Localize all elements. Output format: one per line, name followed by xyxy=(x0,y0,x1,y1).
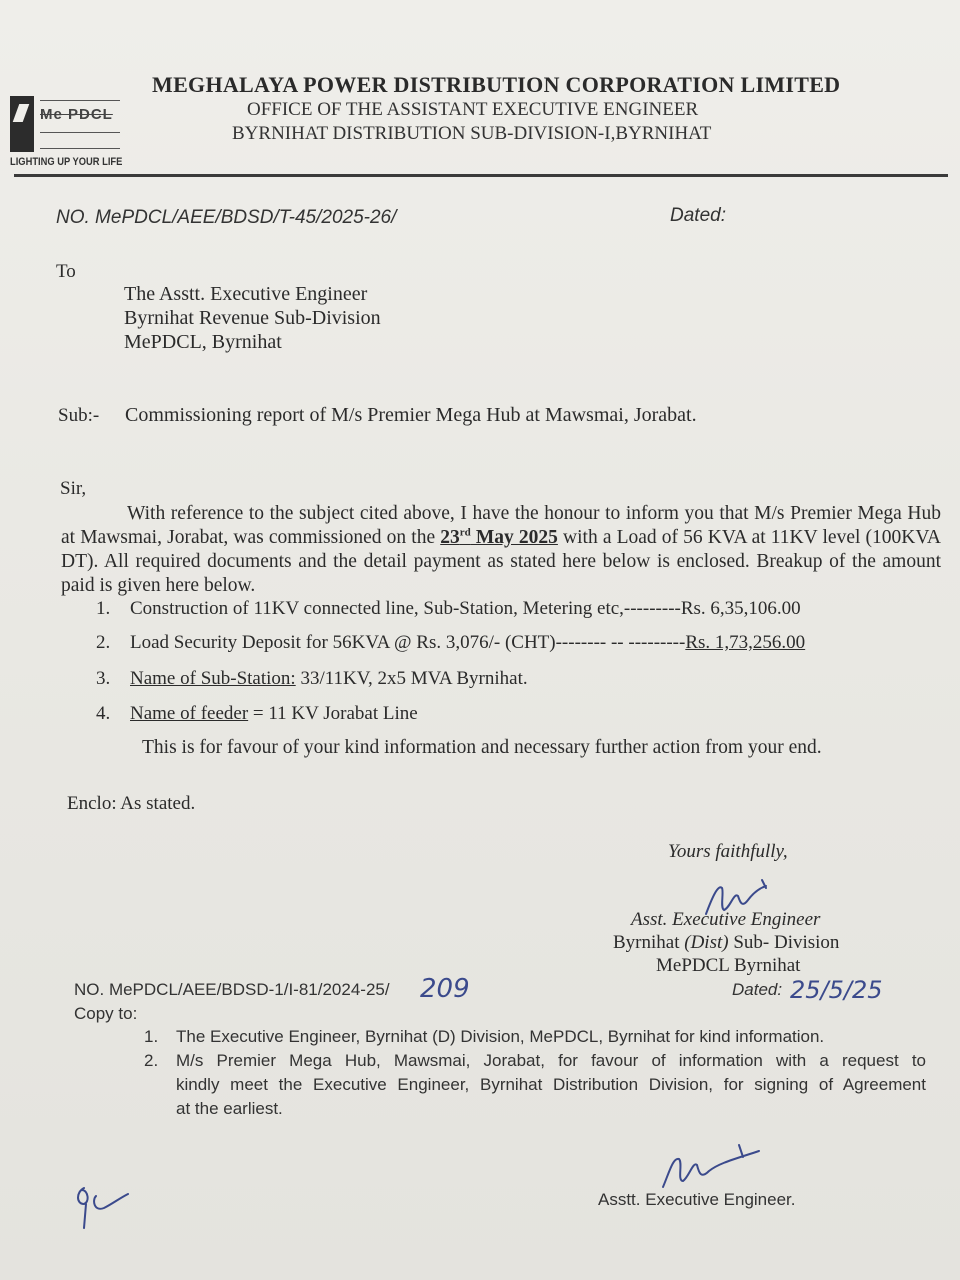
subject-label: Sub:- xyxy=(58,405,100,426)
dated-label: Dated: xyxy=(670,205,726,226)
copy-list-item: 2. xyxy=(144,1051,159,1070)
handwritten-date: 25/5/25 xyxy=(790,976,883,1004)
list-item: 1. Construction of 11KV connected line, Sub-Station, Metering etc,---------Rs. 6,35,106.00 xyxy=(96,598,801,619)
deposit-amount: Rs. 1,73,256.00 xyxy=(685,632,806,653)
copy-dated-label: Dated: xyxy=(732,980,783,999)
handwritten-dispatch-number: 209 xyxy=(420,974,470,1004)
letterhead-divider xyxy=(14,174,948,177)
para-part2: with a Load of 56 KVA at 11KV level (100KVA DT). All required documents and the detail payment as stated here below is enclosed. Breakup of the amount paid is given here below. xyxy=(61,527,941,596)
para-part1: With reference to the subject cited above, I have the honour to inform you that M/s Premier Mega Hub at Mawsmai, Jorabat, was commissioned on the xyxy=(61,503,941,548)
list-item: 4. Name of feeder = 11 KV Jorabat Line xyxy=(96,703,418,724)
reference-number: NO. MePDCL/AEE/BDSD/T-45/2025-26/ xyxy=(56,207,397,228)
list-item: 2. Load Security Deposit for 56KVA @ Rs. 3,076/- (CHT)-------- -- ---------Rs. 1,73,256.00 xyxy=(96,632,806,653)
recipient-line: The Asstt. Executive Engineer xyxy=(124,283,368,305)
logo-text: Me PDCL xyxy=(40,106,113,123)
recipient-line: MePDCL, Byrnihat xyxy=(124,331,282,353)
signatory-division: Byrnihat (Dist) Sub- Division xyxy=(613,932,840,953)
copy-list-item-text: M/s Premier Mega Hub, Mawsmai, Jorabat, for favour of information with a request to xyxy=(176,1051,926,1070)
sub-division-name: BYRNIHAT DISTRIBUTION SUB-DIVISION-I,BYRNIHAT xyxy=(232,123,712,144)
body-paragraph xyxy=(61,502,941,598)
copy-signatory-title: Asstt. Executive Engineer. xyxy=(598,1190,796,1209)
logo-rule-top xyxy=(40,100,120,101)
subject-text: Commissioning report of M/s Premier Mega Hub at Mawsmai, Jorabat. xyxy=(125,404,697,426)
copy-list-item: 1. The Executive Engineer, Byrnihat (D) Division, MePDCL, Byrnihat for kind information. xyxy=(144,1027,825,1046)
signatory-org: MePDCL Byrnihat xyxy=(656,955,801,976)
mepdcl-logo-icon xyxy=(10,96,34,152)
office-name: OFFICE OF THE ASSISTANT EXECUTIVE ENGINEER xyxy=(247,99,699,120)
to-label: To xyxy=(56,261,76,282)
org-name: MEGHALAYA POWER DISTRIBUTION CORPORATION LIMITED xyxy=(152,72,841,97)
copy-list-item-text: at the earliest. xyxy=(176,1099,283,1118)
closing-line: This is for favour of your kind information and necessary further action from your end. xyxy=(142,737,822,758)
enclosure-note: Enclo: As stated. xyxy=(67,793,196,814)
copy-list-item-text: kindly meet the Executive Engineer, Byrnihat Distribution Division, for signing of Agreement xyxy=(176,1075,926,1094)
copy-to-label: Copy to: xyxy=(74,1004,138,1023)
handwritten-initials-icon xyxy=(70,1178,140,1243)
logo-rule-mid xyxy=(40,132,120,133)
recipient-line: Byrnihat Revenue Sub-Division xyxy=(124,307,381,329)
copy-reference-number: NO. MePDCL/AEE/BDSD-1/I-81/2024-25/ xyxy=(74,980,390,999)
logo-rule-bottom xyxy=(40,148,120,149)
signatory-title: Asst. Executive Engineer xyxy=(631,909,821,930)
logo-tagline: LIGHTING UP YOUR LIFE xyxy=(10,156,123,168)
list-item: 3. Name of Sub-Station: 33/11KV, 2x5 MVA Byrnihat. xyxy=(96,668,528,689)
commission-date: 23rd May 2025 xyxy=(440,526,558,548)
salutation: Sir, xyxy=(60,478,87,499)
yours-faithfully: Yours faithfully, xyxy=(668,841,788,862)
